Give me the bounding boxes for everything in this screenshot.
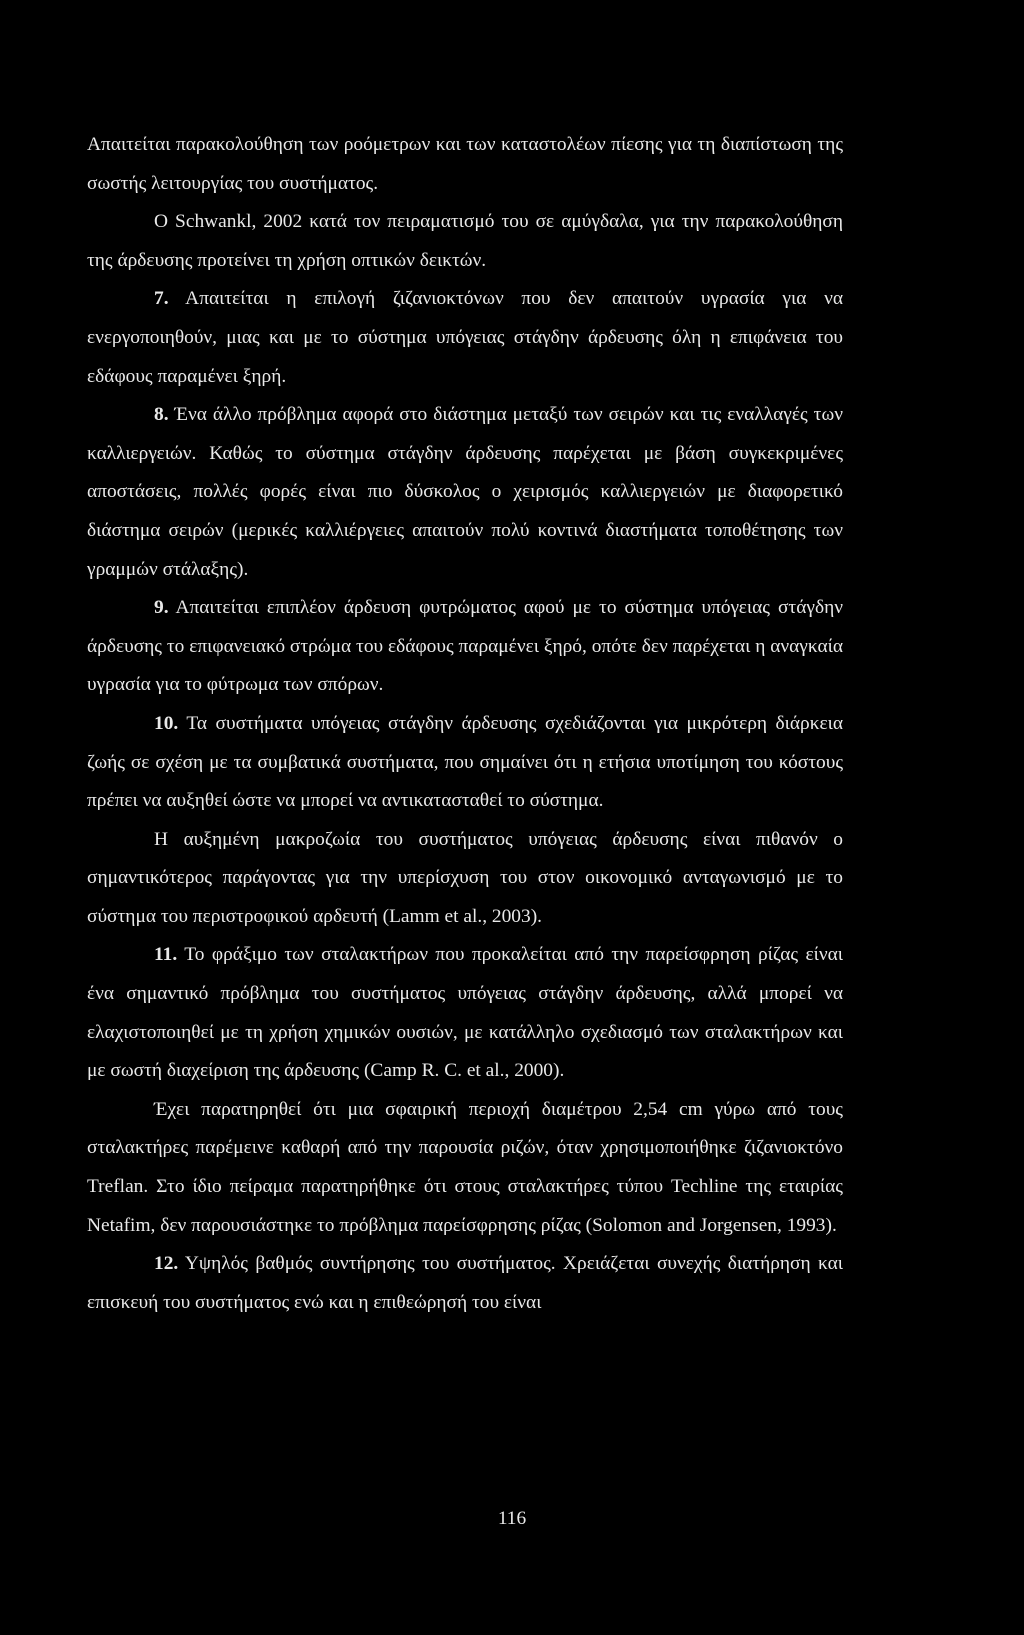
paragraph-2 [87,203,843,280]
paragraph-text: Η αυξημένη μακροζωία του συστήματος υπόγειας άρδευσης είναι πιθανόν ο σημαντικότερος παράγοντας για την υπερίσχυση του στον οικονομικό ανταγωνισμό με το σύστημα του περιστροφικού αρδευτή (Lamm et al., 2003). [87,828,843,927]
paragraph-text: Έχει παρατηρηθεί ότι μια σφαιρική περιοχή διαμέτρου 2,54 cm γύρω από τους σταλακτήρες παρέμεινε καθαρή από την παρουσία ριζών, όταν χρησιμοποιήθηκε ζιζανιοκτόνο Treflan. Στο ίδιο πείραμα παρατηρήθηκε ότι στους σταλακτήρες τύπου Techline της εταιρίας Netafim, δεν παρουσιάστηκε το πρόβλημα παρείσφρησης ρίζας (Solomon and Jorgensen, 1993). [87,1098,843,1236]
item-number: 12. [154,1253,179,1275]
paragraph-text: Απαιτείται παρακολούθηση των ροόμετρων και των καταστολέων πίεσης για τη διαπίστωση της σωστής λειτουργίας του συστήματος. [87,134,843,194]
paragraph-text: Υψηλός βαθμός συντήρησης του συστήματος. Χρειάζεται συνεχής διατήρηση και επισκευή του συστήματος ενώ και η επιθεώρησή του είναι [87,1253,843,1313]
item-number: 9. [154,597,169,619]
page-number: 116 [497,1508,527,1529]
paragraph-item-11 [87,936,843,1090]
item-number: 8. [154,404,169,426]
paragraph-text: Ο Schwankl, 2002 κατά τον πειραματισμό του σε αμύγδαλα, για την παρακολούθηση της άρδευσης προτείνει τη χρήση οπτικών δεικτών. [87,211,843,271]
item-number: 7. [154,288,169,310]
paragraph-item-9 [87,589,843,705]
paragraph-text: Τα συστήματα υπόγειας στάγδην άρδευσης σχεδιάζονται για μικρότερη διάρκεια ζωής σε σχέση με τα συμβατικά συστήματα, που σημαίνει ότι η ετήσια υποτίμηση του κόστους πρέπει να αυξηθεί ώστε να μπορεί να αντικατασταθεί το σύστημα. [87,712,843,812]
paragraph-text: Το φράξιμο των σταλακτήρων που προκαλείται από την παρείσφρηση ρίζας είναι ένα σημαντικό πρόβλημα του συστήματος υπόγειας στάγδην άρδευσης, αλλά μπορεί να ελαχιστοποιηθεί με τη χρήση χημικών ουσιών, με κατάλληλο σχεδιασμό των σταλακτήρων και με σωστή διαχείριση της άρδευσης (Camp R. C. et al., 2000). [87,944,843,1082]
paragraph-text: Απαιτείται επιπλέον άρδευση φυτρώματος αφού με το σύστημα υπόγειας στάγδην άρδευσης το επιφανειακό στρώμα του εδάφους παραμένει ξηρό, οπότε δεν παρέχεται η αναγκαία υγρασία για το φύτρωμα των σπόρων. [87,597,843,696]
paragraph-1 [87,126,843,203]
paragraph-text: Απαιτείται η επιλογή ζιζανιοκτόνων που δεν απαιτούν υγρασία για να ενεργοποιηθούν, μιας και με το σύστημα υπόγειας στάγδην άρδευσης όλη η επιφάνεια του εδάφους παραμένει ξηρή. [87,288,843,387]
paragraph-text: Ένα άλλο πρόβλημα αφορά στο διάστημα μεταξύ των σειρών και τις εναλλαγές των καλλιεργειών. Καθώς το σύστημα στάγδην άρδευσης παρέχεται με βάση συγκεκριμένες αποστάσεις, πολλές φορές είναι πιο δύσκολος ο χειρισμός καλλιεργειών με διαφορετικό διάστημα σειρών (μερικές καλλιέργειες απαιτούν πολύ κοντινά διαστήματα τοποθέτησης των γραμμών στάλαξης). [87,404,843,580]
paragraph-item-7 [87,280,843,396]
paragraph-item-12 [87,1245,843,1322]
paragraph-treflan [87,1091,843,1245]
document-body [87,126,843,1322]
paragraph-longevity [87,821,843,937]
item-number: 11. [154,944,178,966]
paragraph-item-10 [87,705,843,821]
item-number: 10. [154,712,179,734]
paragraph-item-8 [87,396,843,589]
